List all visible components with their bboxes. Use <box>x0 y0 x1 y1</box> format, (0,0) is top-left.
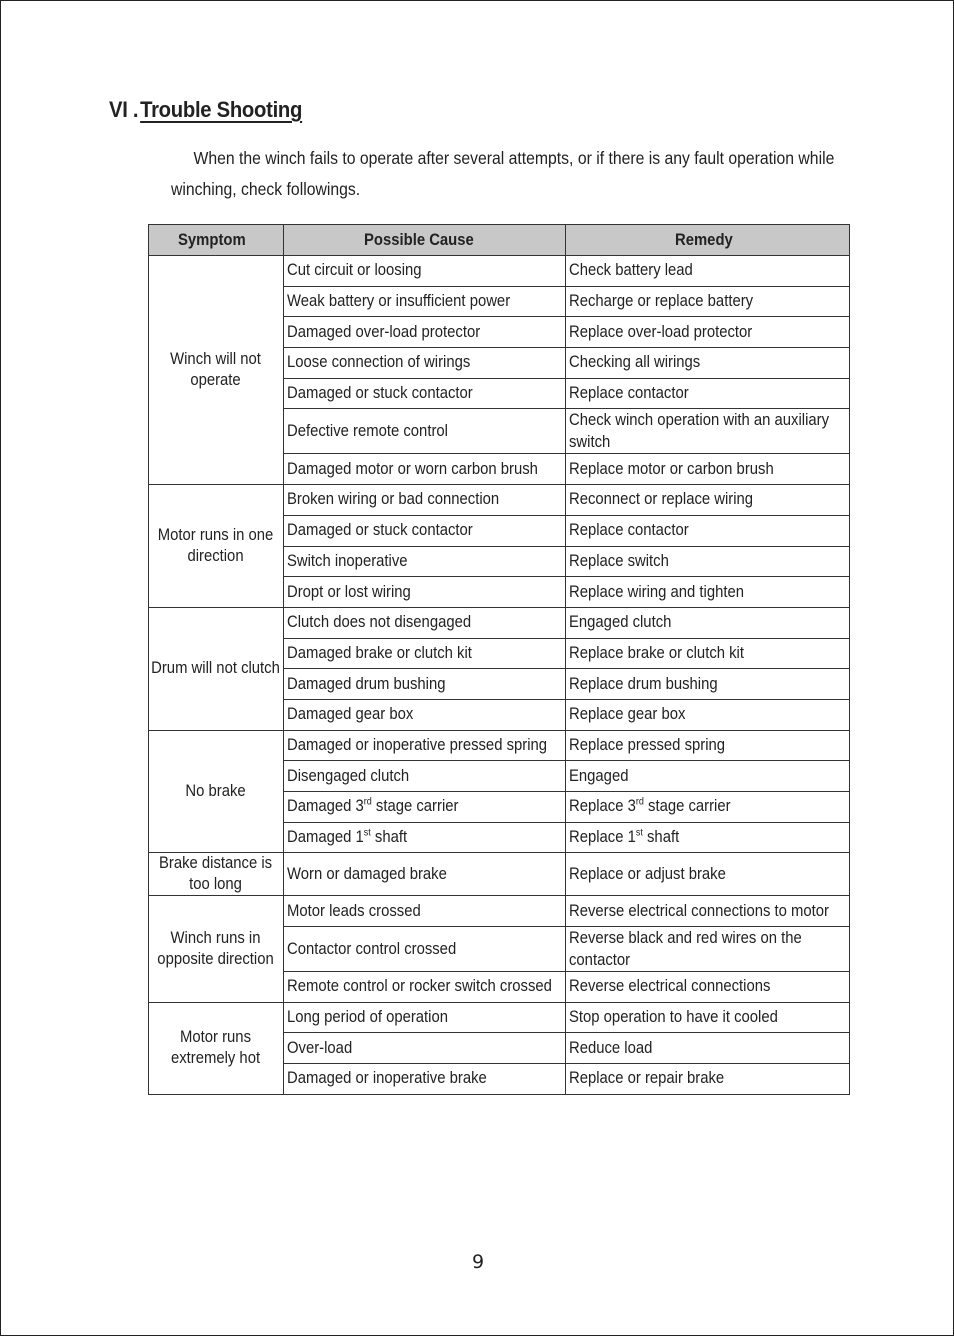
section-number: VI . <box>109 97 139 122</box>
remedy-cell: Replace over-load protector <box>566 317 850 348</box>
symptom-cell: Drum will not clutch <box>149 607 284 730</box>
cause-cell: Contactor control crossed <box>284 927 566 972</box>
remedy-cell: Check battery lead <box>566 256 850 287</box>
symptom-cell: Motor runs in one direction <box>149 485 284 608</box>
intro-paragraph <box>171 143 835 205</box>
cause-cell: Defective remote control <box>284 409 566 454</box>
cause-cell: Motor leads crossed <box>284 896 566 927</box>
intro-line-2: winching, check followings. <box>171 179 361 199</box>
cause-cell: Damaged gear box <box>284 699 566 730</box>
remedy-cell: Replace contactor <box>566 515 850 546</box>
table-row <box>149 1002 850 1033</box>
symptom-cell: No brake <box>149 730 284 853</box>
table-row <box>149 485 850 516</box>
table-row <box>149 896 850 927</box>
symptom-cell: Brake distance is too long <box>149 853 284 896</box>
symptom-cell: Winch will not operate <box>149 256 284 485</box>
symptom-cell: Motor runs extremely hot <box>149 1002 284 1094</box>
remedy-cell: Replace 3rd stage carrier <box>566 792 850 823</box>
cause-cell: Damaged or stuck contactor <box>284 515 566 546</box>
remedy-cell: Replace or repair brake <box>566 1064 850 1095</box>
cause-cell: Damaged motor or worn carbon brush <box>284 454 566 485</box>
cause-cell: Damaged 3rd stage carrier <box>284 792 566 823</box>
remedy-cell: Reverse electrical connections <box>566 972 850 1003</box>
remedy-cell: Replace drum bushing <box>566 669 850 700</box>
remedy-cell: Checking all wirings <box>566 348 850 379</box>
remedy-cell: Reconnect or replace wiring <box>566 485 850 516</box>
cause-cell: Disengaged clutch <box>284 761 566 792</box>
cause-cell: Damaged brake or clutch kit <box>284 638 566 669</box>
remedy-cell: Engaged <box>566 761 850 792</box>
remedy-cell: Replace gear box <box>566 699 850 730</box>
remedy-cell: Reverse black and red wires on the contactor <box>566 927 850 972</box>
remedy-cell: Replace pressed spring <box>566 730 850 761</box>
cause-cell: Damaged 1st shaft <box>284 822 566 853</box>
remedy-cell: Check winch operation with an auxiliary switch <box>566 409 850 454</box>
remedy-cell: Reduce load <box>566 1033 850 1064</box>
remedy-cell: Recharge or replace battery <box>566 286 850 317</box>
header-possible-cause: Possible Cause <box>284 225 566 256</box>
troubleshooting-table <box>148 224 850 1095</box>
section-heading <box>109 97 302 123</box>
page-number: 9 <box>471 1251 485 1273</box>
cause-cell: Long period of operation <box>284 1002 566 1033</box>
symptom-cell: Winch runs in opposite direction <box>149 896 284 1002</box>
cause-cell: Damaged or inoperative brake <box>284 1064 566 1095</box>
cause-cell: Weak battery or insufficient power <box>284 286 566 317</box>
cause-cell: Switch inoperative <box>284 546 566 577</box>
table-header-row <box>149 225 850 256</box>
header-symptom: Symptom <box>149 225 284 256</box>
cause-cell: Broken wiring or bad connection <box>284 485 566 516</box>
table-row <box>149 730 850 761</box>
table-row <box>149 607 850 638</box>
cause-cell: Over-load <box>284 1033 566 1064</box>
remedy-cell: Replace motor or carbon brush <box>566 454 850 485</box>
cause-cell: Worn or damaged brake <box>284 853 566 896</box>
cause-cell: Cut circuit or loosing <box>284 256 566 287</box>
remedy-cell: Replace 1st shaft <box>566 822 850 853</box>
cause-cell: Damaged drum bushing <box>284 669 566 700</box>
cause-cell: Clutch does not disengaged <box>284 607 566 638</box>
remedy-cell: Stop operation to have it cooled <box>566 1002 850 1033</box>
remedy-cell: Replace brake or clutch kit <box>566 638 850 669</box>
remedy-cell: Reverse electrical connections to motor <box>566 896 850 927</box>
header-remedy: Remedy <box>566 225 850 256</box>
remedy-cell: Replace contactor <box>566 378 850 409</box>
section-title: Trouble Shooting <box>140 97 303 122</box>
cause-cell: Damaged or stuck contactor <box>284 378 566 409</box>
remedy-cell: Replace wiring and tighten <box>566 577 850 608</box>
intro-line-1: When the winch fails to operate after several attempts, or if there is any fault operation while <box>193 148 835 168</box>
remedy-cell: Replace switch <box>566 546 850 577</box>
cause-cell: Remote control or rocker switch crossed <box>284 972 566 1003</box>
remedy-cell: Replace or adjust brake <box>566 853 850 896</box>
remedy-cell: Engaged clutch <box>566 607 850 638</box>
cause-cell: Loose connection of wirings <box>284 348 566 379</box>
cause-cell: Damaged or inoperative pressed spring <box>284 730 566 761</box>
table-row <box>149 256 850 287</box>
table-row <box>149 853 850 896</box>
cause-cell: Damaged over-load protector <box>284 317 566 348</box>
cause-cell: Dropt or lost wiring <box>284 577 566 608</box>
